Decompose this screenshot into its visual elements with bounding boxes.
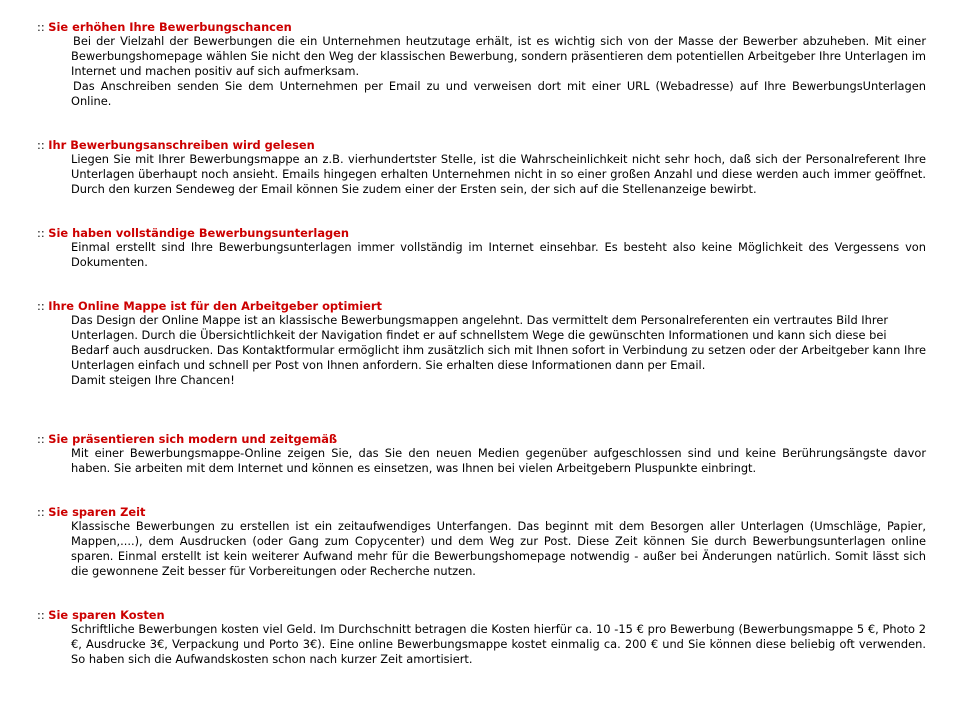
section-vollstaendig <box>37 226 926 270</box>
section-spacer <box>37 579 926 608</box>
heading-marker: :: <box>37 226 49 240</box>
heading-text: Sie sparen Zeit <box>48 505 146 519</box>
section-spacer <box>37 476 926 505</box>
heading-text: Ihr Bewerbungsanschreiben wird gelesen <box>48 138 315 152</box>
paragraph-text: Liegen Sie mit Ihrer Bewerbungsmappe an z.B. vierhundertster Stelle, ist die Wahrscheinlichkeit nicht sehr hoch, daß sich der Personalreferent Ihre Unterlagen überhaupt noch ansieht. Emails hingegen erhalten Unternehmen nicht in so einer großen Anzahl und diese werden auch immer geöffnet. Durch den kurzen Sendeweg der Email können Sie zudem einer der Ersten sein, der sich auf die Stellenanzeige bewirbt. <box>71 152 926 196</box>
paragraph-text: Schriftliche Bewerbungen kosten viel Geld. Im Durchschnitt betragen die Kosten hierfür ca. 10 -15 € pro Bewerbung (Bewerbungsmappe 5 €, Photo 2 €, Ausdrucke 3€, Verpackung und Porto 3€). Eine online Bewerbungsmappe kostet einmalig ca. 200 € und Sie können diese beliebig oft verwenden. So haben sich die Aufwandskosten schon nach kurzer Zeit amortisiert. <box>71 622 926 666</box>
section-bewerbungschancen <box>37 20 926 109</box>
section-heading <box>37 432 926 446</box>
section-heading <box>37 138 926 152</box>
section-paragraph <box>71 152 926 197</box>
paragraph-text: Damit steigen Ihre Chancen! <box>71 373 235 387</box>
section-spacer <box>37 109 926 138</box>
section-spacer <box>37 270 926 299</box>
section-kosten <box>37 608 926 667</box>
section-zeit <box>37 505 926 579</box>
benefits-document <box>37 20 926 667</box>
section-paragraph <box>71 622 926 667</box>
heading-text: Sie haben vollständige Bewerbungsunterlagen <box>48 226 349 240</box>
section-spacer <box>37 388 926 432</box>
paragraph-text: Einmal erstellt sind Ihre Bewerbungsunterlagen immer vollständig im Internet einsehbar. Es besteht also keine Möglichkeit des Vergessens von Dokumenten. <box>71 240 926 269</box>
section-heading <box>37 299 926 313</box>
section-paragraph <box>71 34 926 109</box>
section-paragraph <box>71 519 926 579</box>
section-heading <box>37 20 926 34</box>
section-anschreiben <box>37 138 926 197</box>
paragraph-text: Mit einer Bewerbungsmappe-Online zeigen Sie, das Sie den neuen Medien gegenüber aufgeschlossen sind und keine Berührungsängste davor haben. Sie arbeiten mit dem Internet und können es einsetzen, was Ihnen bei vielen Arbeitgebern Pluspunkte einbringt. <box>71 446 926 475</box>
paragraph-text: Klassische Bewerbungen zu erstellen ist ein zeitaufwendiges Unterfangen. Das beginnt mit dem Besorgen aller Unterlagen (Umschläge, Papier, Mappen,....), dem Ausdrucken (oder Gang zum Copycenter) und dem Weg zur Post. Diese Zeit können Sie durch Bewerbungsunterlagen online sparen. Einmal erstellt ist kein weiterer Aufwand mehr für die Bewerbungshomepage notwendig - außer bei Änderungen natürlich. Somit lässt sich die gewonnene Zeit besser für Vorbereitungen oder Recherche nutzen. <box>71 519 926 578</box>
section-paragraph <box>71 240 926 270</box>
section-paragraph <box>71 313 926 388</box>
section-heading <box>37 226 926 240</box>
section-paragraph <box>71 446 926 476</box>
heading-marker: :: <box>37 299 49 313</box>
paragraph-text: Das Anschreiben senden Sie dem Unternehmen per Email zu und verweisen dort mit einer URL (Webadresse) auf Ihre BewerbungsUnterlagen Online. <box>71 79 926 108</box>
heading-text: Sie sparen Kosten <box>48 608 165 622</box>
heading-marker: :: <box>37 20 49 34</box>
section-optimiert <box>37 299 926 388</box>
heading-marker: :: <box>37 432 49 446</box>
heading-marker: :: <box>37 608 49 622</box>
heading-text: Sie erhöhen Ihre Bewerbungschancen <box>48 20 292 34</box>
section-heading <box>37 505 926 519</box>
heading-text: Ihre Online Mappe ist für den Arbeitgeber optimiert <box>48 299 382 313</box>
heading-marker: :: <box>37 138 49 152</box>
heading-marker: :: <box>37 505 49 519</box>
section-heading <box>37 608 926 622</box>
section-spacer <box>37 197 926 226</box>
paragraph-text: Bei der Vielzahl der Bewerbungen die ein Unternehmen heutzutage erhält, ist es wichtig sich von der Masse der Bewerber abzuheben. Mit einer Bewerbungshomepage wählen Sie nicht den Weg der klassischen Bewerbung, sondern präsentieren dem potentiellen Arbeitgeber Ihre Unterlagen im Internet und machen positiv auf sich aufmerksam. <box>71 34 926 78</box>
paragraph-text: Das Design der Online Mappe ist an klassische Bewerbungsmappen angelehnt. Das vermittelt dem Personalreferenten ein vertrautes Bild Ihrer Unterlagen. Durch die Übersichtlichkeit der Navigation findet er auf schnellstem Wege die gewünschten Informationen und kann sich diese bei Bedarf auch ausdrucken. Das Kontaktformular ermöglicht ihm zusätzlich sich mit Ihnen sofort in Verbindung zu setzen oder der Arbeitgeber kann Ihre Unterlagen einfach und schnell per Post von Ihnen anfordern. Sie erhalten diese Informationen dann per Email. <box>71 313 927 372</box>
heading-text: Sie präsentieren sich modern und zeitgemäß <box>48 432 338 446</box>
section-modern <box>37 432 926 476</box>
